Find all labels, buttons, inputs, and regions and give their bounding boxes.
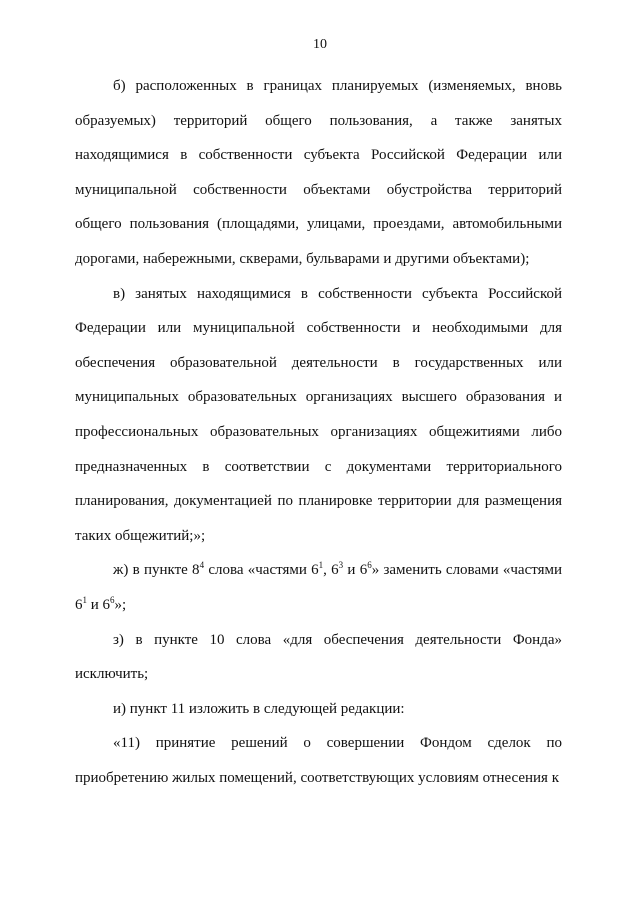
paragraph-11: «11) принятие решений о совершении Фондом сделок по приобретению жилых помещений, соответствующих условиям отнесения к — [75, 735, 562, 786]
zh-text-4: и 6 — [343, 562, 368, 579]
paragraph-z: з) в пункте 10 слова «для обеспечения деятельности Фонда» исключить; — [75, 631, 562, 683]
zh-text-3: , 6 — [323, 562, 339, 579]
document-body — [75, 69, 562, 795]
zh-superscript-2: 1 — [318, 560, 324, 571]
zh-superscript-5: 1 — [82, 594, 87, 605]
page-number: 10 — [313, 37, 327, 52]
zh-superscript-4: 6 — [367, 560, 372, 571]
zh-text-5: » заменить словами «частями 6 — [75, 562, 563, 613]
zh-superscript-3: 3 — [338, 560, 344, 571]
paragraph-zh — [75, 553, 562, 622]
zh-text-7: »; — [114, 596, 127, 613]
zh-text-2: слова «частями 6 — [204, 562, 319, 579]
paragraph-i: и) пункт 11 изложить в следующей редакции: — [113, 700, 405, 717]
zh-superscript-6: 6 — [110, 594, 115, 605]
paragraph-b: б) расположенных в границах планируемых (изменяемых, вновь образуемых) территорий общего пользования, а также занятых находящимися в собственности субъекта Российской Федерации или муниципальной собственности объектами обустройства территорий общего пользования (площадями, улицами, проездами, автомобильными дорогами, набережными, скверами, бульварами и другими объектами); — [75, 78, 562, 267]
zh-text-1: ж) в пункте 8 — [113, 562, 200, 579]
zh-text-6: и 6 — [87, 596, 111, 613]
paragraph-v: в) занятых находящимися в собственности субъекта Российской Федерации или муниципальной собственности и необходимыми для обеспечения образовательной деятельности в государственных или муниципальных образовательных организациях высшего образования и профессиональных образовательных организациях общежитиями либо предназначенных в соответствии с документами территориального планирования, документацией по планировке территории для размещения таких общежитий;»; — [75, 285, 562, 544]
zh-superscript-1: 4 — [199, 560, 205, 571]
